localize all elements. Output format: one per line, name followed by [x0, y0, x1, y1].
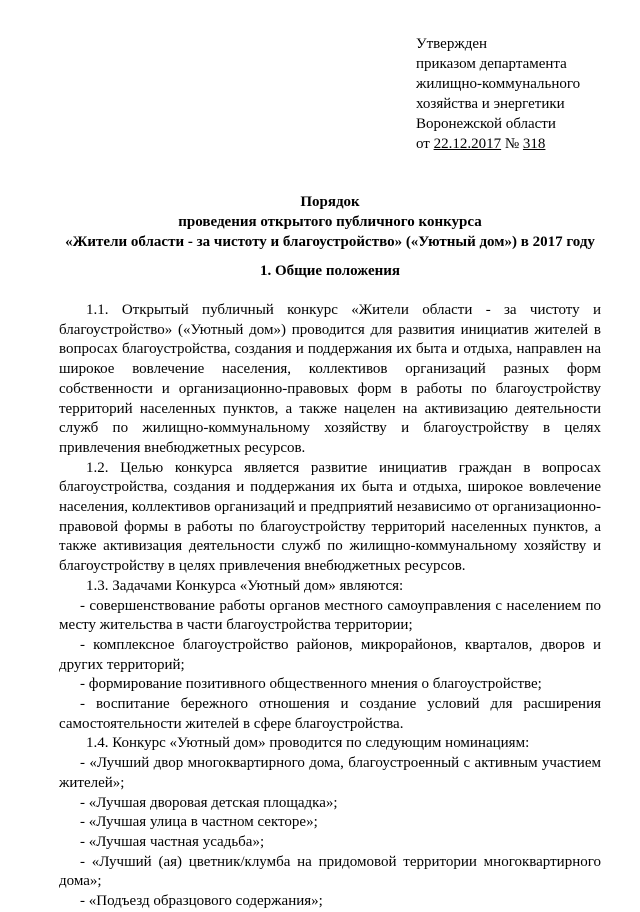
task-item: - совершенствование работы органов местного самоуправления с населением по месту жительства в части благоустройства территории; — [59, 597, 601, 634]
title-line: проведения открытого публичного конкурса — [178, 214, 482, 230]
title-line: «Жители области - за чистоту и благоустройство» («Уютный дом») в 2017 году — [65, 234, 595, 250]
approval-date: 22.12.2017 — [433, 136, 502, 152]
paragraph-1-4: 1.4. Конкурс «Уютный дом» проводится по следующим номинациям: — [86, 735, 530, 752]
date-prefix: от — [416, 136, 434, 152]
paragraph-1-2: 1.2. Целью конкурса является развитие инициатив граждан в вопросах благоустройства, создания и поддержания их быта и отдыха, широкое вовлечение населения, коллективов организаций и предприятий независимо от организационно-правовой формы в работы по благоустройству территорий населенных пунктов, а также активизация деятельности служб по жилищно-коммунальному хозяйству и благоустройству в целях привлечения внебюджетных ресурсов. — [59, 459, 601, 575]
nomination-item: - «Лучшая дворовая детская площадка»; — [80, 794, 338, 811]
paragraph-1-1: 1.1. Открытый публичный конкурс «Жители области - за чистоту и благоустройство» («Уютный дом») проводится для развития инициатив жителей в вопросах благоустройства, создания и поддержания их быта и отдыха, направлен на широкое вовлечение населения, коллективов организаций разных форм собственности и организационно-правовых форм в работы по благоустройству территорий населенных пунктов, а также нацелен на активизацию деятельности служб по жилищно-коммунальному хозяйству и благоустройству в целях привлечения внебюджетных ресурсов. — [59, 302, 601, 456]
task-item: - комплексное благоустройство районов, микрорайонов, кварталов, дворов и других территорий; — [59, 636, 601, 673]
number-prefix: № — [501, 136, 523, 152]
approval-line: Утвержден — [416, 36, 488, 52]
approval-stamp — [416, 34, 626, 154]
section-heading: 1. Общие положения — [259, 263, 401, 279]
approval-line: жилищно-коммунального — [416, 76, 581, 92]
nomination-item: - «Лучший двор многоквартирного дома, благоустроенный с активным участием жителей»; — [59, 755, 601, 791]
approval-line: хозяйства и энергетики — [416, 96, 565, 112]
nomination-item: - «Подъезд образцового содержания»; — [80, 893, 323, 910]
approval-number: 318 — [522, 136, 546, 152]
approval-line: приказом департамента — [416, 56, 567, 72]
document-body — [59, 301, 601, 912]
document-title — [40, 192, 620, 252]
task-item: - воспитание бережного отношения и создание условий для расширения самостоятельности жителей в сфере благоустройства. — [59, 696, 601, 732]
approval-line: Воронежской области — [416, 116, 556, 132]
title-line: Порядок — [300, 194, 360, 210]
paragraph-1-3: 1.3. Задачами Конкурса «Уютный дом» являются: — [86, 577, 404, 594]
approval-date-line — [416, 134, 626, 154]
task-item: - формирование позитивного общественного мнения о благоустройстве; — [80, 676, 542, 693]
nomination-item: - «Лучшая улица в частном секторе»; — [80, 814, 318, 831]
nomination-item: - «Лучший (ая) цветник/клумба на придомовой территории многоквартирного дома»; — [59, 853, 601, 890]
nomination-item: - «Лучшая частная усадьба»; — [80, 833, 265, 850]
